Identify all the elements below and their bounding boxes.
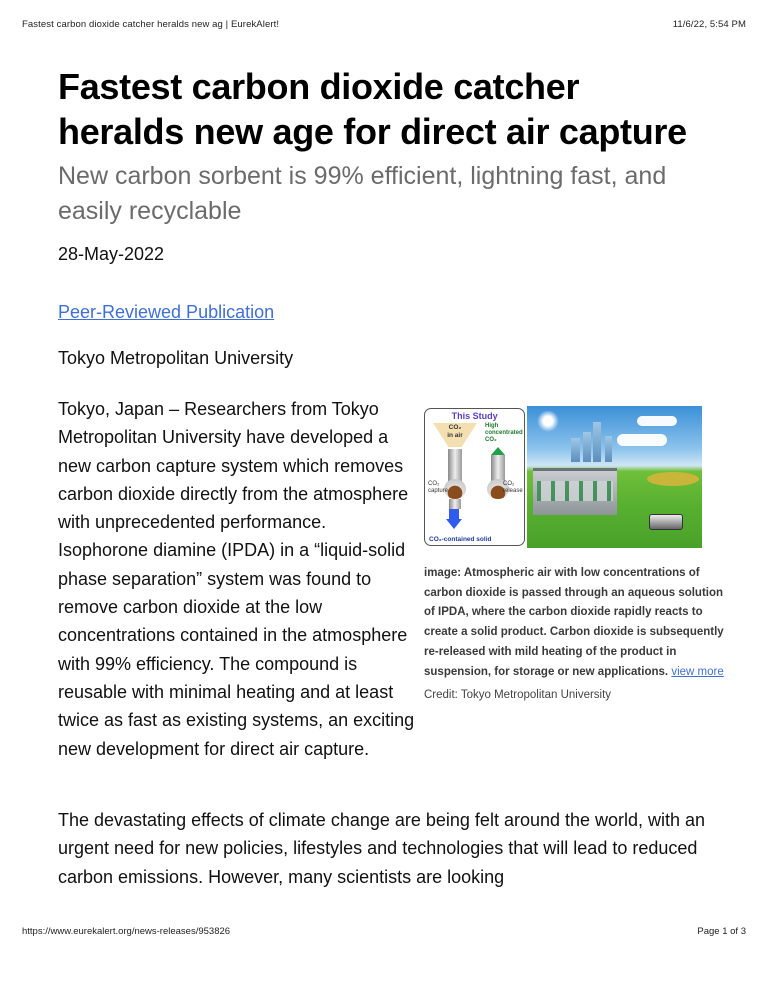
publication-type-link[interactable]: Peer-Reviewed Publication: [58, 302, 275, 322]
capture-label: [428, 481, 448, 495]
institution: Tokyo Metropolitan University: [58, 348, 294, 368]
capture-facility: [533, 468, 617, 515]
figure-image[interactable]: [424, 406, 702, 548]
release-label-line: release: [503, 488, 523, 494]
process-diagram: [424, 408, 525, 546]
high-concentrated-label: [485, 423, 523, 444]
article-subtitle: New carbon sorbent is 99% efficient, lightning fast, and easily recyclable: [58, 162, 667, 225]
outlet-column: [449, 499, 461, 509]
arrow-up-icon: [491, 447, 505, 455]
print-page-title: Fastest carbon dioxide catcher heralds new ag | EurekAlert!: [22, 19, 280, 30]
article-title: Fastest carbon dioxide catcher heralds new age for direct air capture: [58, 66, 687, 152]
print-footer: [22, 926, 746, 940]
diagram-bottom-label: CO₂-contained solid: [429, 536, 492, 543]
funnel-label: [437, 424, 473, 440]
city-tower: [571, 438, 580, 462]
publication-type: [58, 300, 708, 324]
view-more-link[interactable]: view more: [671, 665, 724, 678]
figure: [424, 406, 724, 703]
publish-date: 28-May-2022: [58, 244, 165, 264]
capture-label-line: CO₂: [428, 481, 440, 487]
truck: [649, 514, 683, 530]
figure-caption: [424, 564, 724, 682]
cloud-shape: [617, 434, 667, 446]
body-paragraph: The devastating effects of climate change are being felt around the world, with an urgent need for new policies, lifestyles and technologies that will lead to reduced carbon emissions. However, many scientists are looking: [58, 810, 706, 887]
funnel-label-line: CO₂: [448, 424, 462, 431]
page-indicator: Page 1 of 3: [697, 926, 746, 937]
high-label-line: CO₂: [485, 437, 497, 443]
city-tower: [593, 422, 601, 462]
funnel-label-line: in air: [447, 432, 463, 439]
print-datetime: 11/6/22, 5:54 PM: [672, 19, 746, 30]
cloud-shape: [637, 416, 677, 426]
capture-label-line: capture: [428, 488, 449, 494]
city-tower: [605, 436, 612, 462]
city-tower: [583, 432, 591, 462]
lead-paragraph: Tokyo, Japan – Researchers from Tokyo Metropolitan University have developed a new carbon capture system which removes carbon dioxide directly from the atmosphere with unprecedented performance. Isophorone diamine (IPDA) in a “liquid-solid phase separation” system was found to remove carbon dioxide at the low concentrations contained in the atmosphere with 99% efficiency. The compound is reusable with minimal heating and at least twice as fast as existing systems, an exciting new development for direct air capture.: [58, 399, 415, 759]
release-label: [503, 481, 523, 495]
arrow-down-head-icon: [446, 519, 462, 529]
caption-text: image: Atmospheric air with low concentrations of carbon dioxide is passed through an aqueous solution of IPDA, where the carbon dioxide rapidly reacts to create a solid product. Carbon dioxide is subsequently re-released with mild heating of the product in suspension, for storage or new applications.: [424, 567, 724, 678]
high-label-line: High: [485, 423, 499, 429]
crop-field: [647, 472, 699, 486]
arrow-down-icon: [449, 509, 459, 519]
article: [58, 64, 724, 795]
high-label-line: concentrated: [485, 430, 523, 436]
capture-column: [448, 449, 462, 483]
diagram-title: This Study: [451, 411, 498, 421]
release-label-line: CO₂: [503, 481, 515, 487]
sun-icon: [537, 410, 559, 432]
print-url: https://www.eurekalert.org/news-releases/953826: [22, 926, 231, 937]
image-credit: Credit: Tokyo Metropolitan University: [424, 689, 612, 702]
print-header: [22, 19, 746, 33]
lead-section: [58, 395, 724, 795]
landscape-illustration: [527, 406, 702, 548]
